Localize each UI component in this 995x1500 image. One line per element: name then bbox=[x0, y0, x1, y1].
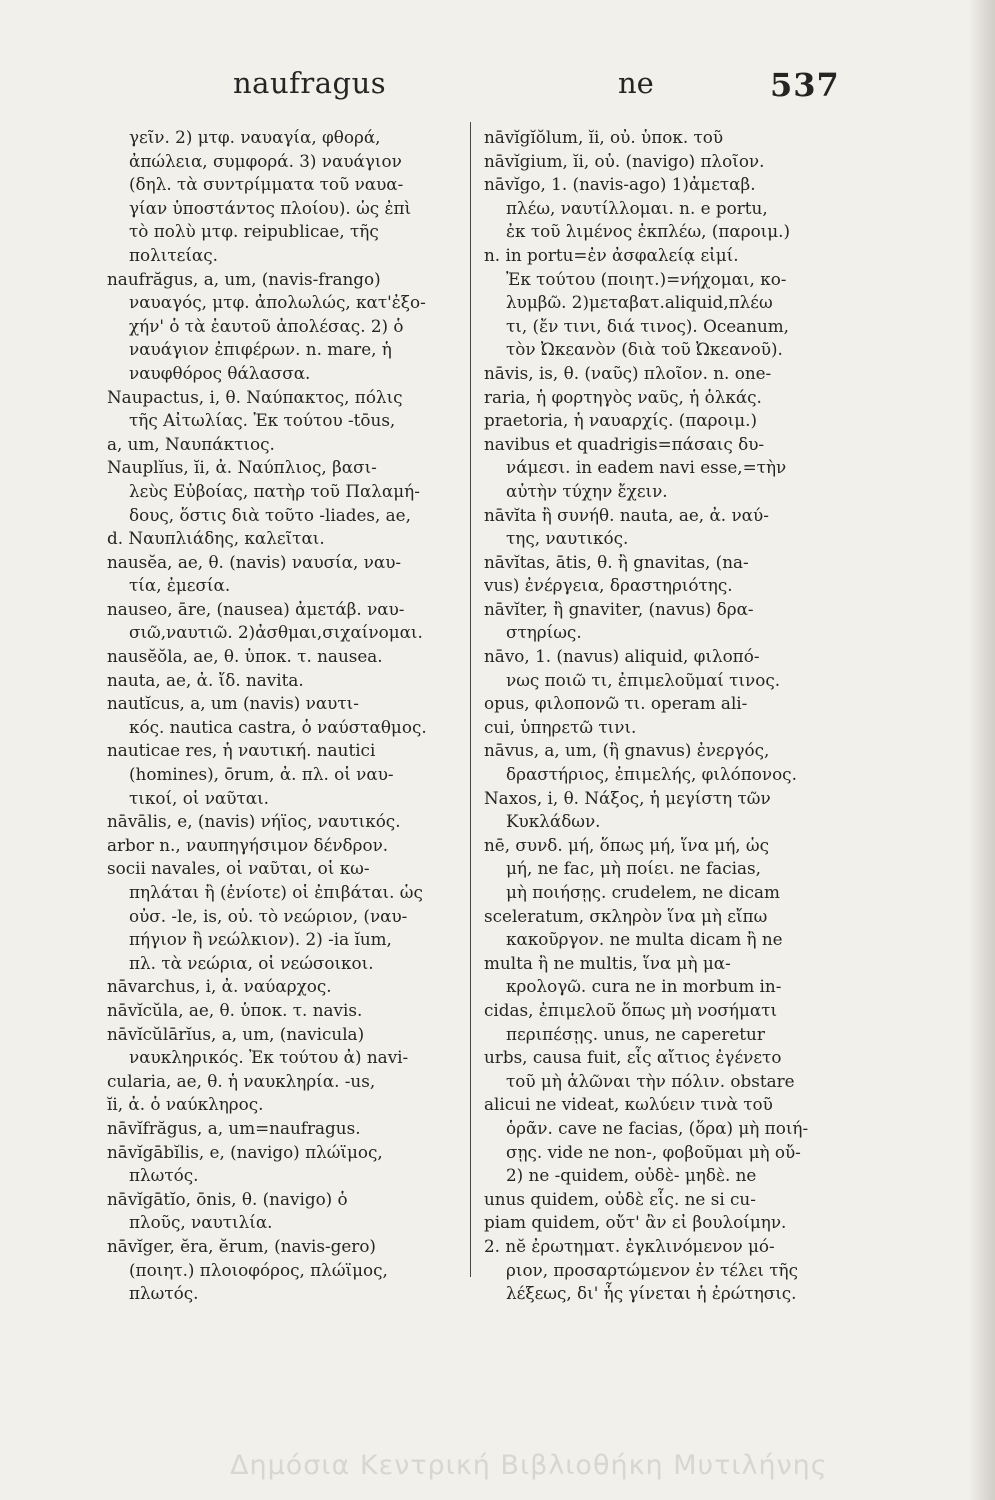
dictionary-line: πλωτός. bbox=[129, 1283, 199, 1304]
dictionary-line: μὴ ποιήσῃς. crudelem, ne dicam bbox=[506, 882, 780, 902]
dictionary-line: nāvĭgābĭlis, e, (navigo) πλώϊμος, bbox=[107, 1141, 383, 1162]
dictionary-line: δραστήριος, ἐπιμελής, φιλόπονος. bbox=[506, 764, 797, 785]
dictionary-line: τὸ πολὺ μτφ. reipublicae, τῆς bbox=[129, 221, 379, 242]
dictionary-line: multa ἢ ne multis, ἵνα μὴ μα- bbox=[484, 952, 731, 973]
dictionary-line: nāvĭgātĭo, ōnis, θ. (navigo) ὁ bbox=[107, 1188, 348, 1209]
dictionary-line: socii navales, οἱ ναῦται, οἱ κω- bbox=[107, 858, 370, 879]
dictionary-line: navibus et quadrigis=πάσαις δυ- bbox=[484, 433, 765, 454]
dictionary-line: nāvis, is, θ. (ναῦς) πλοῖον. n. one- bbox=[484, 362, 772, 383]
dictionary-line: arbor n., ναυπηγήσιμον δένδρον. bbox=[107, 834, 389, 855]
dictionary-line: τι, (ἔν τινι, διά τινος). Oceanum, bbox=[506, 315, 790, 336]
dictionary-line: πλωτός. bbox=[129, 1165, 199, 1186]
dictionary-line: Nauplĭus, ĭi, ἀ. Ναύπλιος, βασι- bbox=[107, 457, 377, 478]
page-number: 537 bbox=[770, 66, 840, 104]
dictionary-line: Ἐκ τούτου (ποιητ.)=νήχομαι, κο- bbox=[506, 268, 787, 289]
right-column bbox=[484, 126, 844, 1306]
dictionary-line: πολιτείας. bbox=[129, 244, 218, 265]
dictionary-line: τοῦ μὴ ἁλῶναι τὴν πόλιν. obstare bbox=[506, 1070, 795, 1091]
dictionary-line: ὁρᾶν. cave ne facias, (ὅρα) μὴ ποιή- bbox=[506, 1117, 809, 1138]
dictionary-line: Κυκλάδων. bbox=[506, 811, 601, 832]
dictionary-line: raria, ἡ φορτηγὸς ναῦς, ἡ ὁλκάς. bbox=[484, 386, 762, 407]
dictionary-line: περιπέσῃς. unus, ne caperetur bbox=[506, 1023, 765, 1044]
dictionary-line: cui, ὑπηρετῶ τινι. bbox=[484, 716, 637, 737]
dictionary-line: τία, ἐμεσία. bbox=[129, 575, 231, 596]
running-head bbox=[0, 66, 995, 110]
dictionary-line: cidas, ἐπιμελοῦ ὅπως μὴ νοσήματι bbox=[484, 999, 778, 1020]
page-edge-shadow bbox=[969, 0, 977, 1500]
dictionary-line: opus, φιλοπονῶ τι. operam ali- bbox=[484, 693, 748, 714]
dictionary-line: ναυφθόρος θάλασσα. bbox=[129, 362, 311, 383]
dictionary-line: τὸν Ὠκεανὸν (διὰ τοῦ Ὠκεανοῦ). bbox=[506, 339, 783, 360]
dictionary-line: γίαν ὑποστάντος πλοίου). ὡς ἐπὶ bbox=[129, 197, 412, 218]
dictionary-line: nāvĭgium, ĭi, οὐ. (navigo) πλοῖον. bbox=[484, 150, 765, 171]
dictionary-line: σιῶ,ναυτιῶ. 2)ἀσθμαι,σιχαίνομαι. bbox=[129, 622, 423, 643]
dictionary-line: nāvarchus, i, ἀ. ναύαρχος. bbox=[107, 976, 332, 997]
dictionary-line: nauta, ae, ἀ. ἴδ. navita. bbox=[107, 669, 304, 690]
dictionary-line: Naupactus, i, θ. Ναύπακτος, πόλις bbox=[107, 386, 403, 407]
dictionary-line: (homines), ōrum, ἀ. πλ. οἱ ναυ- bbox=[129, 764, 394, 785]
dictionary-line: ναυαγός, μτφ. ἀπολωλώς, κατ'ἐξο- bbox=[129, 292, 426, 313]
dictionary-line: ναυάγιον ἐπιφέρων. n. mare, ἡ bbox=[129, 339, 392, 360]
dictionary-line: unus quidem, οὐδὲ εἷς. ne si cu- bbox=[484, 1188, 756, 1209]
dictionary-line: urbs, causa fuit, εἷς αἴτιος ἐγένετο bbox=[484, 1047, 782, 1068]
dictionary-line: nāvĭta ἢ συνήθ. nauta, ae, ἀ. ναύ- bbox=[484, 504, 769, 525]
dictionary-line: nāvo, 1. (navus) aliquid, φιλοπό- bbox=[484, 646, 760, 667]
column-divider bbox=[470, 122, 471, 1277]
dictionary-line: naufrăgus, a, um, (navis-frango) bbox=[107, 268, 381, 289]
dictionary-line: οὐσ. -le, is, οὐ. τὸ νεώριον, (ναυ- bbox=[129, 905, 408, 926]
dictionary-line: τῆς Αἰτωλίας. Ἐκ τούτου -tōus, bbox=[129, 410, 396, 431]
dictionary-line: vus) ἐνέργεια, δραστηριότης. bbox=[484, 575, 733, 596]
dictionary-line: (ποιητ.) πλοιοφόρος, πλώϊμος, bbox=[129, 1259, 388, 1280]
dictionary-line: δους, ὅστις διὰ τοῦτο -liades, ae, bbox=[129, 504, 411, 525]
dictionary-line: sceleratum, σκληρὸν ἵνα μὴ εἴπω bbox=[484, 905, 768, 926]
dictionary-line: nāvĭcŭlārĭus, a, um, (navicula) bbox=[107, 1023, 365, 1044]
dictionary-line: ἐκ τοῦ λιμένος ἐκπλέω, (παροιμ.) bbox=[506, 221, 791, 242]
dictionary-line: πλ. τὰ νεώρια, οἱ νεώσοικοι. bbox=[129, 952, 374, 973]
dictionary-line: Naxos, i, θ. Νάξος, ἡ μεγίστη τῶν bbox=[484, 787, 771, 808]
dictionary-line: cularia, ae, θ. ἡ ναυκληρία. -us, bbox=[107, 1070, 376, 1091]
dictionary-line: nāvus, a, um, (ἢ gnavus) ἐνεργός, bbox=[484, 740, 770, 761]
dictionary-line: nē, συνδ. μή, ὅπως μή, ἵνα μή, ὡς bbox=[484, 834, 770, 855]
dictionary-line: d. Ναυπλιάδης, καλεῖται. bbox=[107, 528, 325, 549]
dictionary-line: μή, ne fac, μὴ ποίει. ne facias, bbox=[506, 858, 761, 879]
dictionary-line: ἀπώλεια, συμφορά. 3) ναυάγιον bbox=[129, 150, 402, 171]
dictionary-line: νάμεσι. in eadem navi esse,=τὴν bbox=[506, 457, 787, 478]
dictionary-line: λεὺς Εὐβοίας, πατὴρ τοῦ Παλαμή- bbox=[129, 480, 420, 501]
running-head-right-word: ne bbox=[618, 66, 654, 100]
dictionary-line: κακοῦργον. ne multa dicam ἢ ne bbox=[506, 929, 783, 950]
dictionary-line: κός. nautica castra, ὁ ναύσταθμος. bbox=[129, 716, 427, 737]
dictionary-line: nāvĭgĭŏlum, ĭi, οὐ. ὑποκ. τοῦ bbox=[484, 127, 724, 147]
dictionary-line: 2. nĕ ἐρωτηματ. ἐγκλινόμενον μό- bbox=[484, 1235, 775, 1256]
dictionary-line: ριον, προσαρτώμενον ἐν τέλει τῆς bbox=[506, 1259, 798, 1280]
dictionary-line: nauseo, āre, (nausea) ἀμετάβ. ναυ- bbox=[107, 598, 405, 619]
dictionary-line: σῃς. vide ne non-, φοβοῦμαι μὴ οὔ- bbox=[506, 1141, 801, 1162]
page-edge bbox=[977, 0, 995, 1500]
dictionary-line: λυμβῶ. 2)μεταβατ.aliquid,πλέω bbox=[506, 292, 773, 313]
dictionary-line: praetoria, ἡ ναυαρχίς. (παροιμ.) bbox=[484, 410, 757, 431]
dictionary-line: της, ναυτικός. bbox=[506, 528, 629, 549]
library-watermark: Δημόσια Κεντρική Βιβλιοθήκη Μυτιλήνης bbox=[230, 1450, 828, 1481]
dictionary-line: πλοῦς, ναυτιλία. bbox=[129, 1212, 273, 1233]
dictionary-line: a, um, Ναυπάκτιος. bbox=[107, 433, 275, 454]
dictionary-line: nāvĭgo, 1. (navis-ago) 1)ἀμεταβ. bbox=[484, 174, 756, 195]
dictionary-line: nāvĭger, ĕra, ĕrum, (navis-gero) bbox=[107, 1235, 376, 1256]
dictionary-line: κρολογῶ. cura ne in morbum in- bbox=[506, 976, 782, 997]
dictionary-line: nausĕa, ae, θ. (navis) ναυσία, ναυ- bbox=[107, 551, 402, 572]
dictionary-line: nāvĭtas, ātis, θ. ἢ gnavitas, (na- bbox=[484, 551, 749, 572]
dictionary-line: χήν' ὁ τὰ ἑαυτοῦ ἀπολέσας. 2) ὁ bbox=[129, 315, 404, 336]
dictionary-line: 2) ne -quidem, οὐδὲ- μηδὲ. ne bbox=[506, 1165, 757, 1186]
dictionary-line: nāvĭter, ἢ gnaviter, (navus) δρα- bbox=[484, 598, 754, 619]
dictionary-line: n. in portu=ἐν ἀσφαλείᾳ εἰμί. bbox=[484, 244, 739, 265]
dictionary-line: alicui ne videat, κωλύειν τινὰ τοῦ bbox=[484, 1094, 773, 1115]
dictionary-line: πήγιον ἢ νεώλκιον). 2) -ia ĭum, bbox=[129, 929, 392, 950]
dictionary-line: nāvālis, e, (navis) νήϊος, ναυτικός. bbox=[107, 811, 401, 832]
dictionary-line: nausĕŏla, ae, θ. ὑποκ. τ. nausea. bbox=[107, 646, 383, 667]
dictionary-line: πλέω, ναυτίλλομαι. n. e portu, bbox=[506, 197, 768, 218]
dictionary-line: (δηλ. τὰ συντρίμματα τοῦ ναυα- bbox=[129, 174, 404, 195]
dictionary-line: πηλάται ἢ (ἐνίοτε) οἱ ἐπιβάται. ὡς bbox=[129, 882, 423, 902]
left-column bbox=[107, 126, 467, 1306]
dictionary-line: στηρίως. bbox=[506, 622, 582, 643]
dictionary-line: nautĭcus, a, um (navis) ναυτι- bbox=[107, 693, 359, 714]
dictionary-line: αὐτὴν τύχην ἔχειν. bbox=[506, 480, 668, 501]
dictionary-line: τικοί, οἱ ναῦται. bbox=[129, 787, 269, 808]
dictionary-line: nāvĭcŭla, ae, θ. ὑποκ. τ. navis. bbox=[107, 999, 363, 1020]
running-head-left-word: naufragus bbox=[233, 66, 387, 100]
dictionary-line: nāvĭfrăgus, a, um=naufragus. bbox=[107, 1117, 361, 1138]
dictionary-line: ναυκληρικός. Ἐκ τούτου ἀ) navi- bbox=[129, 1047, 409, 1068]
dictionary-line: νως ποιῶ τι, ἐπιμελοῦμαί τινος. bbox=[506, 669, 781, 690]
dictionary-line: nauticae res, ἡ ναυτική. nautici bbox=[107, 740, 376, 761]
dictionary-line: γεῖν. 2) μτφ. ναυαγία, φθορά, bbox=[129, 127, 381, 147]
dictionary-line: piam quidem, οὔτ' ἂν εἰ βουλοίμην. bbox=[484, 1212, 787, 1233]
dictionary-line: λέξεως, δι' ἧς γίνεται ἡ ἐρώτησις. bbox=[506, 1283, 797, 1304]
dictionary-line: ĭi, ἀ. ὁ ναύκληρος. bbox=[107, 1094, 264, 1115]
